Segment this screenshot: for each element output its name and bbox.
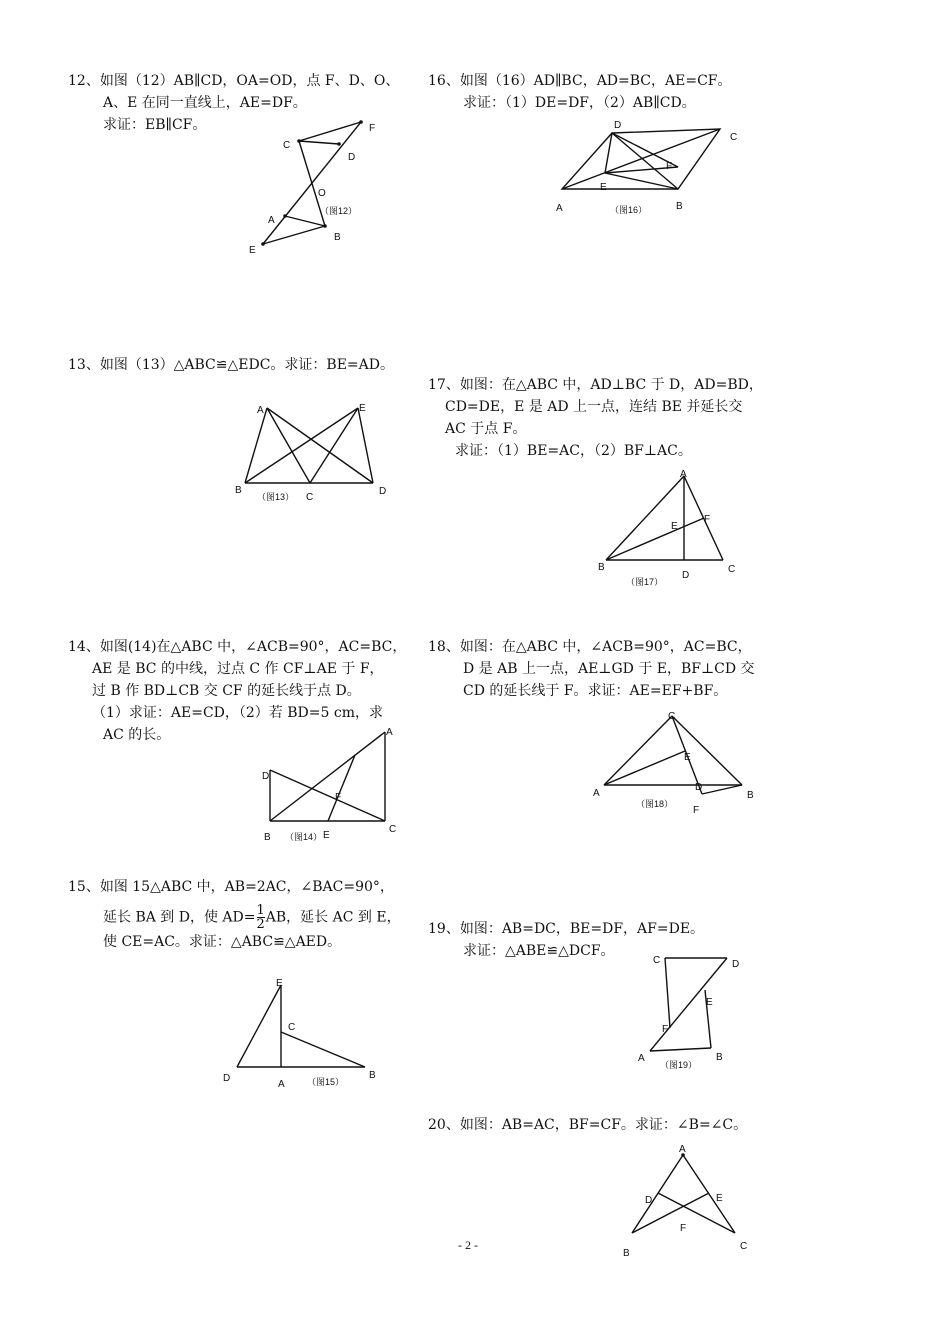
problem-18-line-1: 18、如图：在△ABC 中，∠ACB=90°，AC=BC， [428,639,752,655]
problem-15-line-3: 使 CE=AC。求证：△ABC≌△AED。 [103,934,342,950]
fig17-label-b: B [598,562,605,573]
fig18-label-c: C [668,711,676,722]
fig16-caption: （图16） [610,205,648,215]
fig15-caption: （图15） [307,1077,345,1087]
problem-12-line-1: 12、如图（12）AB∥CD，OA=OD，点 F、D、O、 [68,73,400,89]
figure-14 [255,722,410,847]
problem-17-line-4: 求证：（1）BE=AC，（2）BF⊥AC。 [455,443,692,459]
fig17-label-d: D [682,570,690,581]
fig13-caption: （图13） [257,492,295,502]
fig13-label-e: E [359,403,366,414]
fig20-label-c: C [740,1241,748,1252]
fig19-label-f: F [662,1024,669,1035]
fig14-label-b: B [264,832,271,843]
fig15-label-b: B [369,1070,376,1081]
problem-17-line-3: AC 于点 F。 [445,421,527,437]
problem-18-line-3: CD 的延长线于 F。求证：AE=EF+BF。 [463,683,728,699]
problem-14-line-5: AC 的长。 [103,727,171,743]
fig12-label-d: D [348,152,356,163]
fig19-label-c: C [653,955,661,966]
problem-15-line-2 [68,904,401,931]
fig19-label-e: E [706,997,713,1008]
problem-15 [68,876,401,953]
problem-14-line-2: AE 是 BC 的中线，过点 C 作 CF⊥AE 于 F， [92,661,384,677]
fig15-label-d: D [223,1073,231,1084]
problem-15-line-2-post: AB，延长 AC 到 E， [265,909,401,926]
fig15-label-a: A [278,1079,285,1090]
page-number: - 2 - [458,1238,478,1252]
fraction-denominator: 2 [256,917,265,932]
figure-17 [590,466,750,591]
fig13-label-d: D [379,486,387,497]
fig16-label-a: A [556,203,563,214]
fig14-label-e: E [323,830,330,841]
fig17-label-c: C [728,564,736,575]
fig16-label-d: D [614,120,622,131]
figure-16 [550,115,750,220]
problem-20 [428,1114,747,1136]
fig18-label-e: E [684,752,691,763]
fig17-caption: （图17） [626,577,664,587]
problem-16 [428,70,732,114]
fig20-label-e: E [716,1193,723,1204]
problem-12-line-2: A、E 在同一直线上，AE=DF。 [103,95,307,111]
fig13-label-a: A [257,405,264,416]
problem-13-line-1: 13、如图（13）△ABC≌△EDC。求证：BE=AD。 [68,357,394,373]
problem-16-line-1: 16、如图（16）AD∥BC，AD=BC，AE=CF。 [428,73,732,89]
fig16-label-b: B [676,201,683,212]
problem-17 [428,374,763,462]
fig12-label-e: E [249,245,256,256]
fig20-label-d: D [645,1195,653,1206]
problem-13 [68,354,394,376]
figure-15 [215,975,390,1095]
fig14-label-f: F [335,792,342,803]
problem-17-line-1: 17、如图：在△ABC 中，AD⊥BC 于 D，AD=BD， [428,377,763,393]
fig20-label-f: F [680,1223,687,1234]
problem-19-line-2: 求证：△ABE≌△DCF。 [463,943,615,959]
fig16-label-e: E [600,182,607,193]
fraction-one-half [257,904,265,931]
fig13-label-c: C [306,492,314,503]
fig12-label-c: C [283,140,291,151]
fig13-label-b: B [235,485,242,496]
fig17-label-a: A [680,469,687,480]
fig12-label-b: B [334,232,341,243]
fig14-caption: （图14） [285,832,323,842]
figure-13 [230,398,400,506]
problem-14-line-1: 14、如图(14)在△ABC 中，∠ACB=90°，AC=BC， [68,639,407,655]
fig20-label-a: A [679,1144,686,1155]
figure-20 [615,1145,755,1260]
fig16-label-c: C [730,132,738,143]
fig18-label-b: B [747,790,754,801]
fig19-caption: （图19） [660,1060,698,1070]
fig14-label-d: D [262,771,270,782]
problem-18-line-2: D 是 AB 上一点，AE⊥GD 于 E，BF⊥CD 交 [463,661,755,677]
fig15-label-e: E [276,978,283,989]
fig19-label-b: B [716,1052,723,1063]
fig18-label-f: F [693,805,700,816]
problem-14-line-3: 过 B 作 BD⊥CB 交 CF 的延长线于点 D。 [92,683,361,699]
fig12-label-f: F [369,123,376,134]
fig12-label-o: O [318,188,326,199]
fig16-label-f: F [666,161,673,172]
fig12-caption: （图12） [320,206,358,216]
fig19-label-d: D [732,959,740,970]
figure-19 [630,948,750,1073]
problem-17-line-2: CD=DE，E 是 AD 上一点，连结 BE 并延长交 [445,399,743,415]
problem-18 [428,636,755,702]
fraction-numerator: 1 [256,903,265,918]
problem-20-line-1: 20、如图：AB=AC，BF=CF。求证：∠B=∠C。 [428,1117,748,1133]
figure-12 [240,110,390,260]
fig14-label-a: A [386,727,393,738]
problem-12-line-3: 求证：EB∥CF。 [103,117,207,133]
fig18-label-a: A [593,788,600,799]
fig14-label-c: C [389,824,397,835]
problem-19-line-1: 19、如图：AB=DC，BE=DF，AF=DE。 [428,921,705,937]
fig18-label-d: D [695,782,703,793]
fig17-label-f: F [704,514,711,525]
problem-14-line-4: （1）求证：AE=CD，（2）若 BD=5 cm，求 [92,705,383,721]
fig18-caption: （图18） [636,799,674,809]
problem-15-line-2-pre: 延长 BA 到 D，使 AD= [103,909,256,926]
problem-16-line-2: 求证：（1）DE=DF，（2）AB∥CD。 [463,95,696,111]
fig20-label-b: B [623,1248,630,1259]
figure-18 [590,706,765,821]
fig12-label-a: A [268,215,275,226]
fig19-label-a: A [638,1053,645,1064]
fig17-label-e: E [671,521,678,532]
problem-15-line-1: 15、如图 15△ABC 中，AB=2AC，∠BAC=90°， [68,879,394,895]
fig15-label-c: C [288,1022,296,1033]
